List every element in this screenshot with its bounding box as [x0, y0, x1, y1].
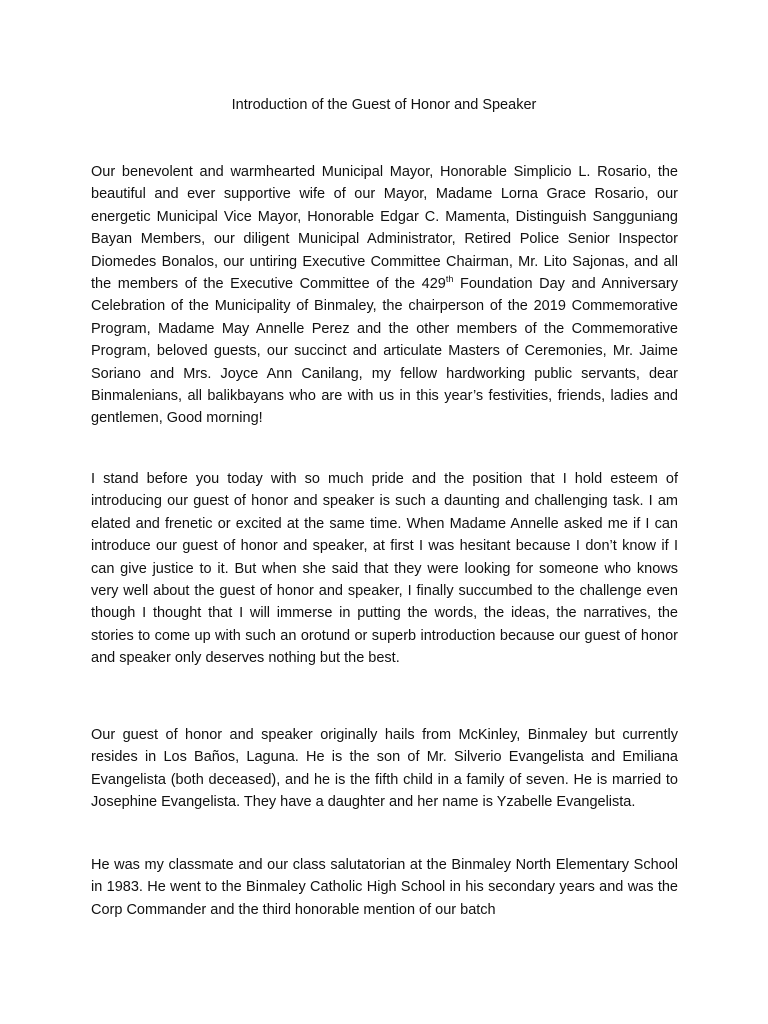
paragraph-background: Our guest of honor and speaker originally hails from McKinley, Binmaley but currently resides in Los Baños, Laguna. He is the son of Mr. Silverio Evangelista and Emiliana Evangelista (both deceased), and he is the fifth child in a family of seven. He is married to Josephine Evangelista. They have a daughter and her name is Yzabelle Evangelista. [91, 727, 678, 811]
document-title: Introduction of the Guest of Honor and Speaker [231, 97, 537, 113]
paragraph-greetings [91, 161, 678, 430]
paragraph-greetings-part1: Our benevolent and warmhearted Municipal Mayor, Honorable Simplicio L. Rosario, the beautiful and ever supportive wife of our Mayor, Madame Lorna Grace Rosario, our energetic Municipal Vice Mayor, Honorable Edgar C. Mamenta, Distinguish Sangguniang Bayan Members, our diligent Municipal Administrator, Retired Police Senior Inspector Diomedes Bonalos, our untiring Executive Committee Chairman, Mr. Lito Sajonas, and all the members of the Executive Committee of the 429 [91, 164, 678, 293]
paragraph-introduction: I stand before you today with so much pride and the position that I hold esteem of introducing our guest of honor and speaker is such a daunting and challenging task. I am elated and frenetic or excited at the same time. When Madame Annelle asked me if I can introduce our guest of honor and speaker, at first I was hesitant because I don’t know if I can give justice to it. But when she said that they were looking for someone who knows very well about the guest of honor and speaker, I finally succumbed to the challenge even though I thought that I will immerse in putting the words, the ideas, the narratives, the stories to come up with such an orotund or superb introduction because our guest of honor and speaker only deserves nothing but the best. [91, 471, 678, 667]
ordinal-suffix: th [445, 274, 454, 285]
paragraph-greetings-part2: Foundation Day and Anniversary Celebration of the Municipality of Binmaley, the chairperson of the 2019 Commemorative Program, Madame May Annelle Perez and the other members of the Commemorative Program, beloved guests, our succinct and articulate Masters of Ceremonies, Mr. Jaime Soriano and Mrs. Joyce Ann Canilang, my fellow hardworking public servants, dear Binmalenians, all balikbayans who are with us in this year’s festivities, friends, ladies and gentlemen, Good morning! [91, 276, 678, 427]
paragraph-education: He was my classmate and our class salutatorian at the Binmaley North Elementary School in 1983. He went to the Binmaley Catholic High School in his secondary years and was the Corp Commander and the third honorable mention of our batch [91, 857, 678, 918]
